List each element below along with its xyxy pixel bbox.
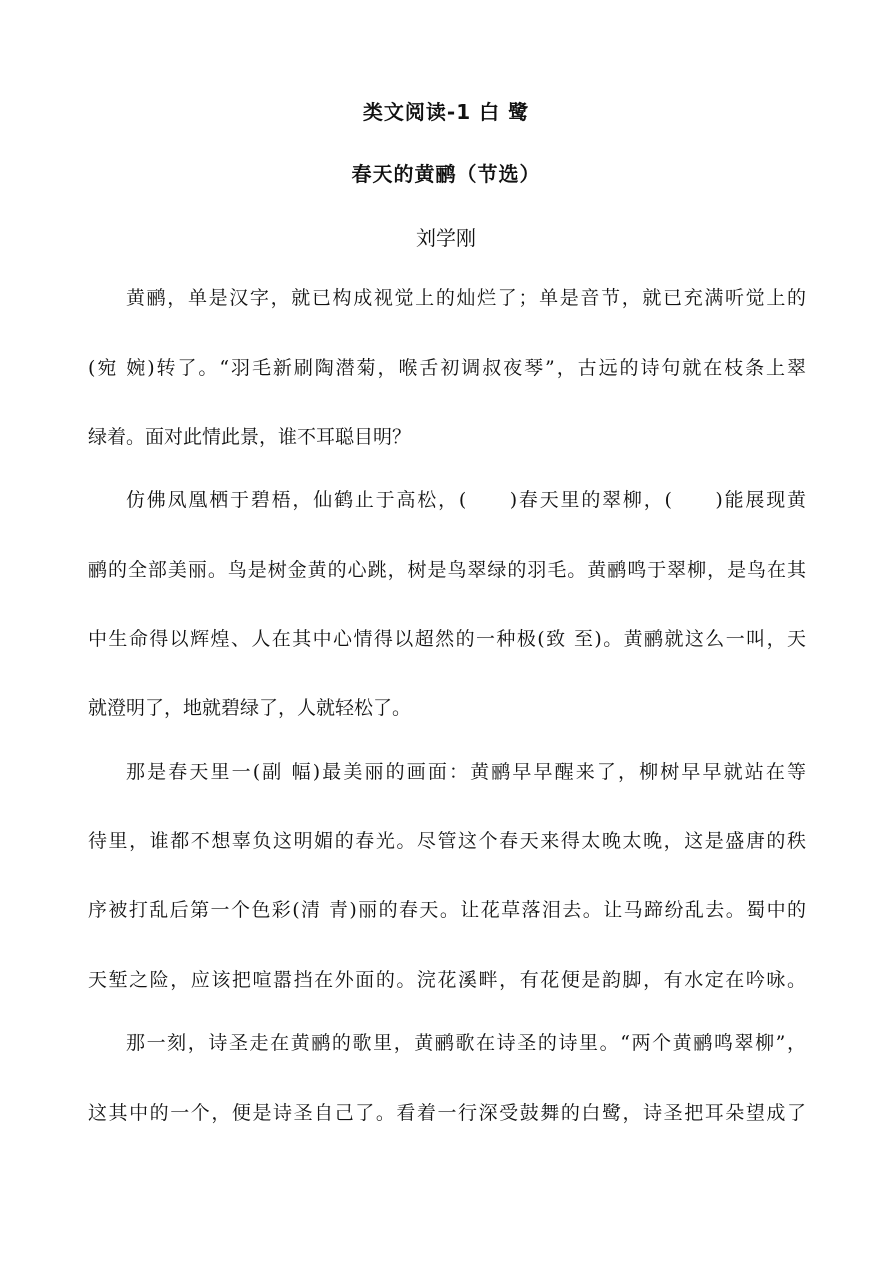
paragraph-2-line-1: 仿佛凤凰栖于碧梧，仙鹤止于高松，( )春天里的翠柳，( )能展现黄 <box>126 489 806 511</box>
paragraph-1-line-1: 黄鹂，单是汉字，就已构成视觉上的灿烂了；单是音节，就已充满听觉上的 <box>126 287 806 309</box>
paragraph-2-line-3: 中生命得以辉煌、人在其中心情得以超然的一种极(致 至)。黄鹂就这么一叫，天 <box>88 628 806 650</box>
paragraph-4-line-1: 那一刻，诗圣走在黄鹂的歌里，黄鹂歌在诗圣的诗里。“两个黄鹂鸣翠柳”， <box>126 1032 806 1054</box>
paragraph-2-line-2: 鹂的全部美丽。鸟是树金黄的心跳，树是鸟翠绿的羽毛。黄鹂鸣于翠柳，是鸟在其 <box>88 559 806 581</box>
paragraph-4-line-2: 这其中的一个，便是诗圣自己了。看着一行深受鼓舞的白鹭，诗圣把耳朵望成了 <box>88 1102 806 1124</box>
paragraph-2-line-4: 就澄明了，地就碧绿了，人就轻松了。 <box>88 697 412 719</box>
paragraph-3-line-3: 序被打乱后第一个色彩(清 青)丽的春天。让花草落泪去。让马蹄纷乱去。蜀中的 <box>88 899 806 921</box>
paragraph-3-line-1: 那是春天里一(副 幅)最美丽的画面：黄鹂早早醒来了，柳树早早就站在等 <box>126 761 806 783</box>
article-title: 春天的黄鹂（节选） <box>351 162 541 186</box>
paragraph-1-line-2: (宛 婉)转了。“羽毛新刷陶潜菊，喉舌初调叔夜琴”，古远的诗句就在枝条上翠 <box>88 357 806 379</box>
page-title: 类文阅读-1 白 鹭 <box>362 100 530 124</box>
paragraph-3-line-4: 天堑之险，应该把喧嚣挡在外面的。浣花溪畔，有花便是韵脚，有水定在吟咏。 <box>88 969 806 991</box>
author-name: 刘学刚 <box>416 226 476 250</box>
paragraph-3-line-2: 待里，谁都不想辜负这明媚的春光。尽管这个春天来得太晚太晚，这是盛唐的秩 <box>88 830 806 852</box>
paragraph-1-line-3: 绿着。面对此情此景，谁不耳聪目明？ <box>88 426 412 448</box>
